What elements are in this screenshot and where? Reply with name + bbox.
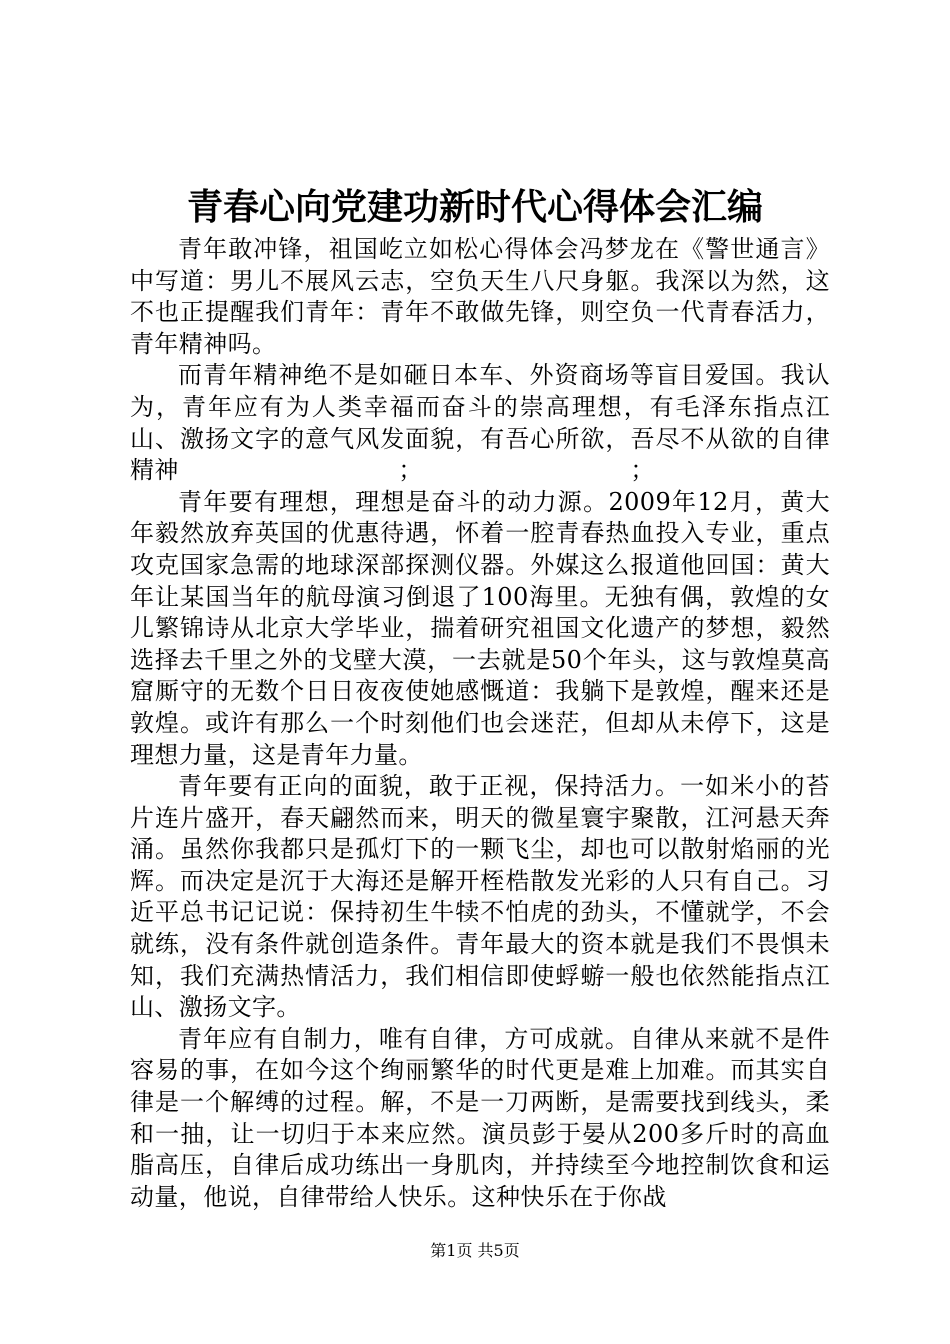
paragraph: 青年要有正向的面貌，敢于正视，保持活力。一如米小的苔片连片盛开，春天翩然而来，明天的微星寰宇聚散，江河悬天奔涌。虽然你我都只是孤灯下的一颗飞尘，却也可以散射焰丽的光辉。而决定是沉于大海还是解开桎梏散发光彩的人只有自己。习近平总书记记说：保持初生牛犊不怕虎的劲头，不懂就学，不会就练，没有条件就创造条件。青年最大的资本就是我们不畏惧未知，我们充满热情活力，我们相信即使蜉蝣一般也依然能指点江山、激扬文字。 (130, 772, 830, 1022)
paragraph: 青年敢冲锋，祖国屹立如松心得体会冯梦龙在《警世通言》中写道：男儿不展风云志，空负天生八尺身躯。我深以为然，这不也正提醒我们青年：青年不敢做先锋，则空负一代青春活力，青年精神吗。 (130, 235, 830, 358)
document-title: 青春心向党建功新时代心得体会汇编 (186, 186, 763, 228)
paragraph: 而青年精神绝不是如砸日本车、外资商场等盲目爱国。我认为，青年应有为人类幸福而奋斗的崇高理想，有毛泽东指点江山、激扬文字的意气风发面貌，有吾心所欲，吾尽不从欲的自律精神 ； ； (130, 361, 830, 485)
paragraph: 青年应有自制力，唯有自律，方可成就。自律从来就不是件容易的事，在如今这个绚丽繁华的时代更是难上加难。而其实自律是一个解缚的过程。解，不是一刀两断，是需要找到线头，柔和一抽，让一切归于本来应然。演员彭于晏从200多斤时的高血脂高压，自律后成功练出一身肌肉，并持续至今地控制饮食和运动量，他说，自律带给人快乐。这种快乐在于你战 (130, 1024, 830, 1211)
page-footer: 第1页 共5页 (430, 1241, 520, 1260)
document-body (130, 234, 830, 1213)
paragraph: 青年要有理想，理想是奋斗的动力源。2009年12月，黄大年毅然放弃英国的优惠待遇，怀着一腔青春热血投入专业，重点攻克国家急需的地球深部探测仪器。外媒这么报道他回国：黄大年让某国当年的航母演习倒退了100海里。无独有偶，敦煌的女儿繁锦诗从北京大学毕业，揣着研究祖国文化遗产的梦想，毅然选择去千里之外的戈壁大漠，一去就是50个年头，这与敦煌莫高窟厮守的无数个日日夜夜使她感慨道：我躺下是敦煌，醒来还是敦煌。或许有那么一个时刻他们也会迷茫，但却从未停下，这是理想力量，这是青年力量。 (130, 487, 830, 769)
